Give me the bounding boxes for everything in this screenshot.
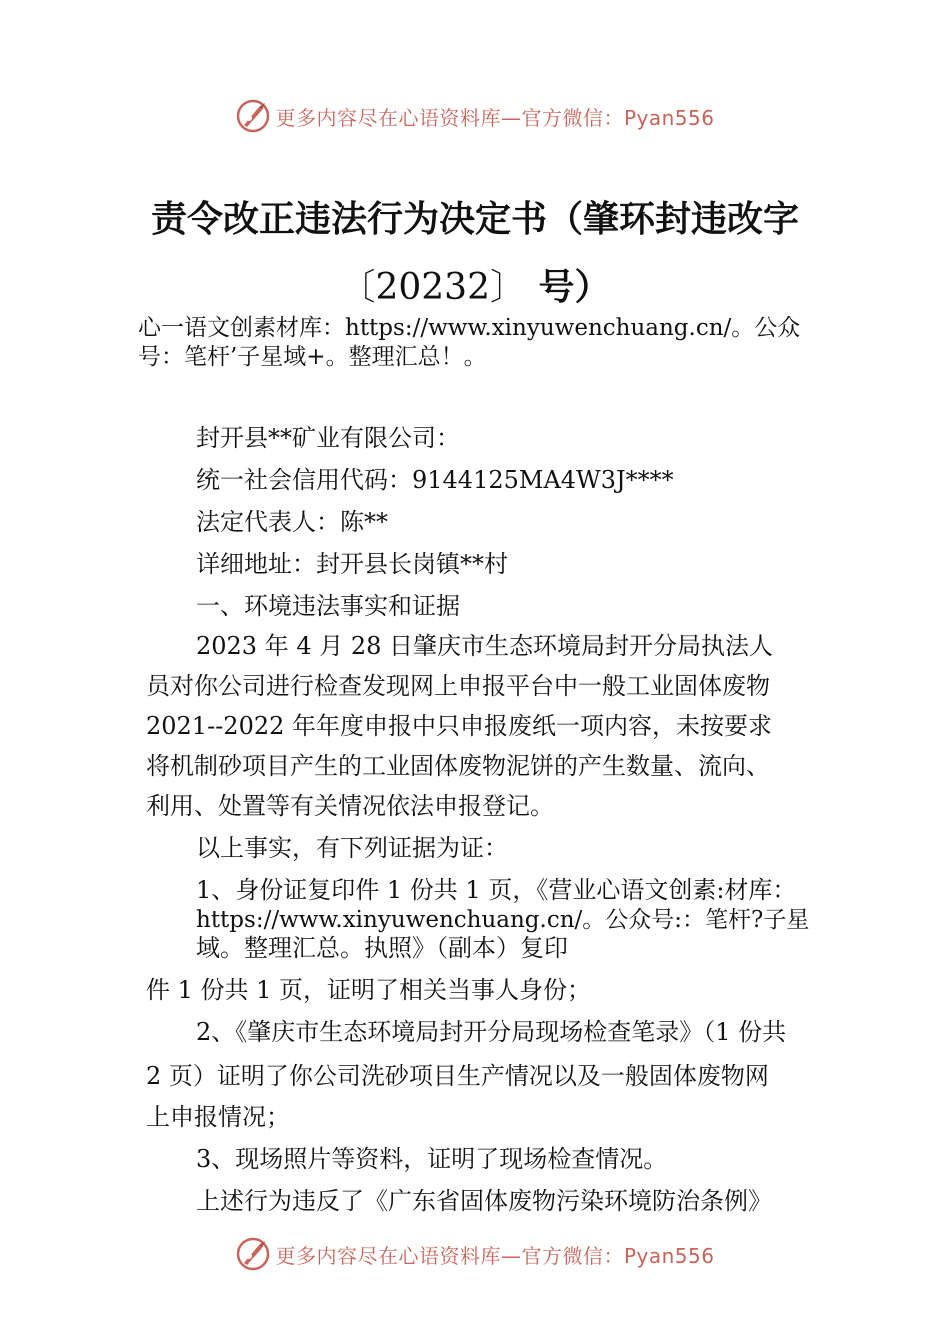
section-heading: 一、环境违法事实和证据 xyxy=(196,592,460,620)
watermark-line-2: 号：笔杆’子星域+。整理汇总！。 xyxy=(138,344,487,370)
recipient-credit-code: 统一社会信用代码：9144125MA4W3J**** xyxy=(196,466,674,494)
fact-line-3: 2021--2022 年年度申报中只申报废纸一项内容，未按要求 xyxy=(146,712,773,740)
evidence-1-line-4: 件 1 份共 1 页，证明了相关当事人身份； xyxy=(146,976,592,1004)
evidence-1-line-2: https://www.xinyuwenchuang.cn/。公众号:：笔杆?子星 xyxy=(196,907,810,933)
violation-line: 上述行为违反了《广东省固体废物污染环境防治条例》 xyxy=(196,1187,772,1215)
document-number xyxy=(0,268,950,308)
evidence-2-line-2: 2 页）证明了你公司洗砂项目生产情况以及一般固体废物网 xyxy=(146,1062,769,1090)
recipient-address: 详细地址：封开县长岗镇**村 xyxy=(196,550,508,578)
evidence-1-line-1: 1、身份证复印件 1 份共 1 页，《营业心语文创素:材库： xyxy=(196,876,797,904)
document-title: 责令改正违法行为决定书（肇环封违改字 xyxy=(150,199,799,240)
fact-line-1: 2023 年 4 月 28 日肇庆市生态环境局封开分局执法人 xyxy=(196,632,774,660)
document-number-suffix: 号） xyxy=(538,267,611,308)
banner-text: 更多内容尽在心语资料库—官方微信：Pyan556 xyxy=(275,105,715,130)
recipient-legal-rep: 法定代表人：陈** xyxy=(196,508,388,536)
quill-pen-icon xyxy=(235,1236,271,1272)
document-number-value: 〔20232〕 xyxy=(339,267,526,308)
recipient-company: 封开县**矿业有限公司： xyxy=(196,424,460,452)
evidence-3: 3、现场照片等资料，证明了现场检查情况。 xyxy=(196,1145,668,1173)
watermark-line-1: 心一语文创素材库：https://www.xinyuwenchuang.cn/。公众 xyxy=(138,315,801,341)
header-banner xyxy=(0,96,950,136)
evidence-2-line-3: 上申报情况； xyxy=(146,1103,290,1131)
quill-pen-icon xyxy=(235,98,271,134)
fact-line-5: 利用、处置等有关情况依法申报登记。 xyxy=(146,792,554,820)
fact-line-2: 员对你公司进行检查发现网上申报平台中一般工业固体废物 xyxy=(146,672,770,700)
evidence-intro: 以上事实，有下列证据为证： xyxy=(196,834,508,862)
banner-text: 更多内容尽在心语资料库—官方微信：Pyan556 xyxy=(275,1243,715,1268)
footer-banner xyxy=(0,1234,950,1274)
fact-line-4: 将机制砂项目产生的工业固体废物泥饼的产生数量、流向、 xyxy=(146,752,770,780)
evidence-1-line-3: 域。整理汇总。执照》（副本）复印 xyxy=(196,934,568,962)
evidence-2-line-1: 2、《肇庆市生态环境局封开分局现场检查笔录》（1 份共 xyxy=(196,1018,787,1046)
